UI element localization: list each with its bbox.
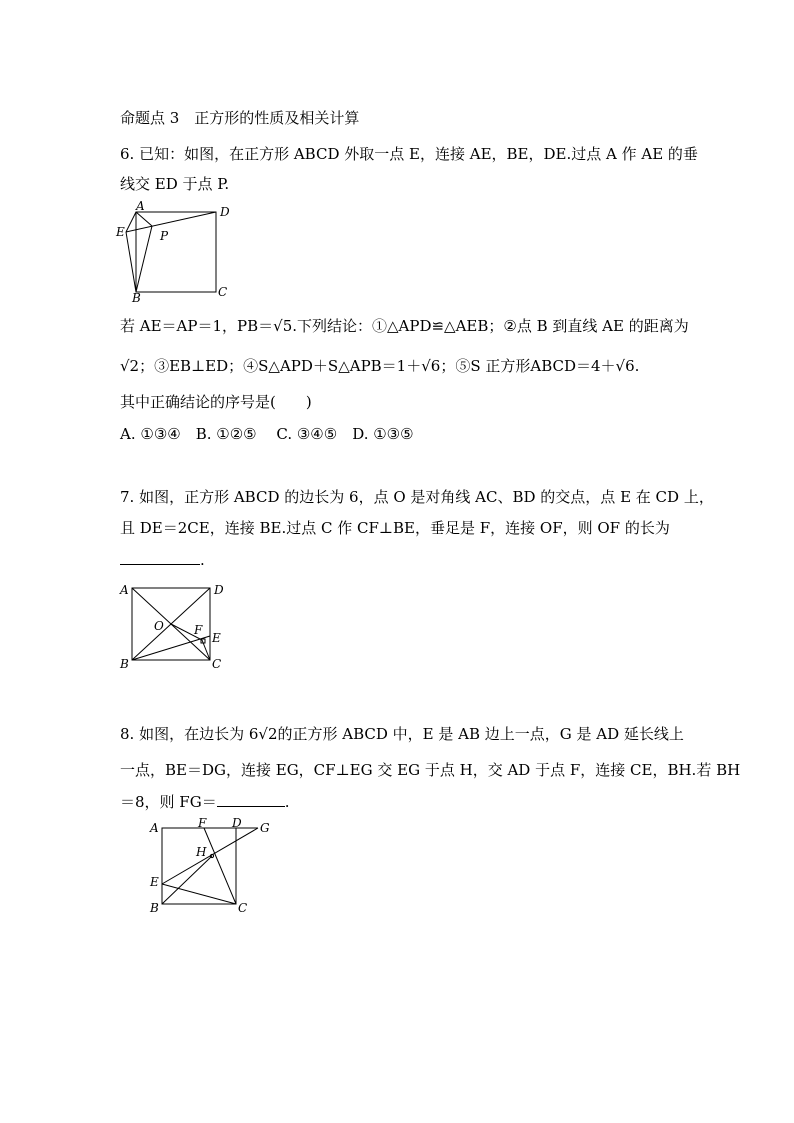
q7-label-d: D [214, 583, 224, 597]
q6-label-e: E [116, 225, 125, 239]
q8-line-1: 8. 如图，在边长为 6√2的正方形 ABCD 中，E 是 AB 边上一点，G 是 AD 延长线上 [120, 725, 684, 743]
section-title: 命题点 3 正方形的性质及相关计算 [120, 109, 360, 127]
q7-label-f: F [194, 623, 203, 637]
q6-line-1: 6. 已知：如图，在正方形 ABCD 外取一点 E，连接 AE，BE，DE.过点 A 作 AE 的垂 [120, 145, 698, 163]
q7-line-2: 且 DE＝2CE，连接 BE.过点 C 作 CF⊥BE，垂足是 F，连接 OF，则 OF 的长为 [120, 519, 670, 537]
q8-figure [148, 818, 278, 914]
q7-label-b: B [120, 657, 129, 671]
q8-line-3-start: ＝8，则 FG＝ [120, 793, 217, 811]
q6-figure [116, 200, 236, 304]
q7-label-c: C [212, 657, 222, 671]
q6-line-2: 线交 ED 于点 P. [120, 175, 230, 193]
q7-label-e: E [212, 631, 221, 645]
q8-label-b: B [150, 901, 159, 915]
q8-label-g: G [260, 821, 270, 835]
q8-label-a: A [150, 821, 159, 835]
q8-line-2: 一点，BE＝DG，连接 EG，CF⊥EG 交 EG 于点 H，交 AD 于点 F，连接 CE，BH.若 BH [120, 761, 741, 779]
q6-label-b: B [132, 291, 141, 305]
q7-line-3 [120, 550, 205, 570]
q6-label-d: D [220, 205, 230, 219]
q8-label-h: H [196, 845, 207, 859]
q8-label-d: D [232, 816, 242, 830]
q7-label-o: O [154, 619, 164, 633]
q6-label-a: A [136, 199, 145, 213]
q7-label-a: A [120, 583, 129, 597]
q6-line-4: √2；③EB⊥ED；④S△APD＋S△APB＝1＋√6；⑤S 正方形ABCD＝4＋√6. [120, 357, 640, 375]
q8-line-3 [120, 792, 289, 812]
q8-label-e: E [150, 875, 159, 889]
q7-line-3-end: . [200, 551, 205, 569]
q7-line-1: 7. 如图，正方形 ABCD 的边长为 6，点 O 是对角线 AC、BD 的交点，点 E 在 CD 上， [120, 488, 714, 506]
q7-figure [116, 580, 236, 672]
q8-label-c: C [238, 901, 248, 915]
q8-line-3-end: . [284, 793, 290, 811]
q6-line-3: 若 AE＝AP＝1，PB＝√5.下列结论：①△APD≌△AEB；②点 B 到直线 AE 的距离为 [120, 317, 689, 335]
q6-options: A. ①③④ B. ①②⑤ C. ③④⑤ D. ①③⑤ [120, 425, 414, 443]
q8-answer-blank [217, 792, 285, 807]
q6-label-p: P [160, 229, 169, 243]
q8-label-f: F [198, 816, 207, 830]
q7-answer-blank [120, 550, 200, 565]
q6-line-5: 其中正确结论的序号是( ) [120, 393, 312, 411]
q6-label-c: C [218, 285, 228, 299]
